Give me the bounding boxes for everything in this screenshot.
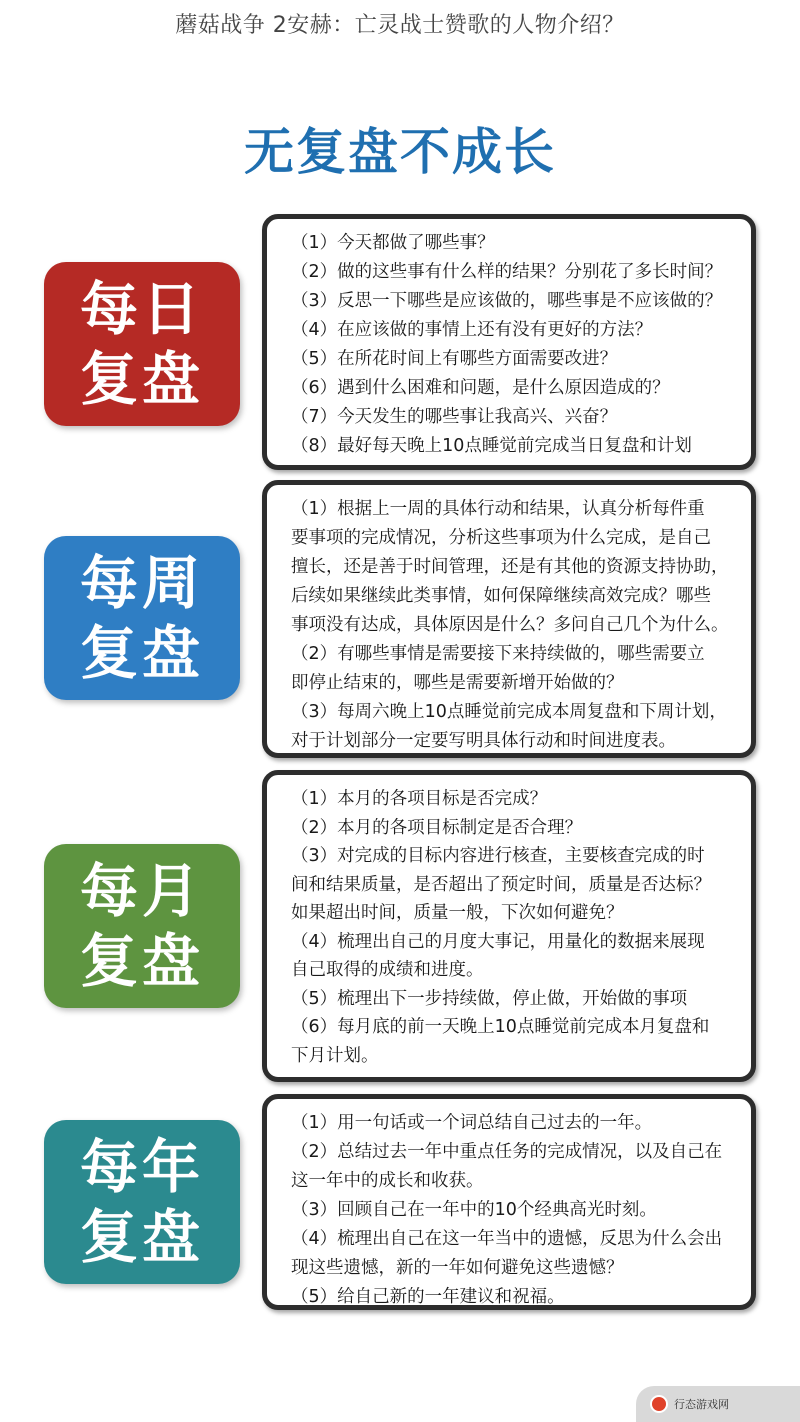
badge-monthly bbox=[44, 844, 240, 1008]
list-item: 对于计划部分一定要写明具体行动和时间进度表。 bbox=[291, 731, 676, 751]
list-item: （2）本月的各项目标制定是否合理？ bbox=[291, 817, 583, 838]
list-item: 擅长，还是善于时间管理，还是有其他的资源支持协助， bbox=[291, 557, 729, 577]
badge-line: 复盘 bbox=[79, 619, 204, 687]
list-item: 现这些遗憾，新的一年如何避免这些遗憾？ bbox=[291, 1258, 624, 1278]
list-item: 后续如果继续此类事情，如何保障继续高效完成？哪些 bbox=[291, 586, 711, 606]
panel-weekly bbox=[262, 480, 756, 758]
panel-daily bbox=[262, 214, 756, 470]
badge-line: 每年 bbox=[79, 1133, 204, 1201]
list-item: （3）对完成的目标内容进行核查，主要核查完成的时 bbox=[291, 846, 705, 866]
list-item: （3）回顾自己在一年中的10个经典高光时刻。 bbox=[291, 1200, 657, 1220]
list-item: （1）本月的各项目标是否完成？ bbox=[291, 789, 548, 809]
badge-line: 复盘 bbox=[79, 345, 204, 413]
list-item: 这一年中的成长和收获。 bbox=[291, 1171, 484, 1191]
badge-line: 每日 bbox=[79, 275, 204, 343]
list-item: （6）遇到什么困难和问题，是什么原因造成的？ bbox=[291, 378, 670, 398]
list-item: （4）梳理出自己在这一年当中的遗憾，反思为什么会出 bbox=[291, 1229, 723, 1249]
badge-line: 复盘 bbox=[79, 927, 204, 995]
list-item: （2）做的这些事有什么样的结果？分别花了多长时间？ bbox=[291, 262, 723, 282]
list-item: （6）每月底的前一天晚上10点睡觉前完成本月复盘和 bbox=[291, 1017, 710, 1037]
badge-line: 每月 bbox=[79, 857, 204, 925]
logo-icon bbox=[650, 1395, 668, 1413]
list-item: （8）最好每天晚上10点睡觉前完成当日复盘和计划 bbox=[291, 436, 692, 456]
badge-yearly bbox=[44, 1120, 240, 1284]
panel-yearly bbox=[262, 1094, 756, 1310]
list-item: （5）梳理出下一步持续做，停止做，开始做的事项 bbox=[291, 988, 688, 1009]
list-item: 下月计划。 bbox=[291, 1045, 379, 1066]
list-item: 如果超出时间，质量一般，下次如何避免？ bbox=[291, 903, 624, 923]
list-item: （5）在所花时间上有哪些方面需要改进？ bbox=[291, 349, 618, 369]
badge-daily bbox=[44, 262, 240, 426]
badge-line: 复盘 bbox=[79, 1203, 204, 1271]
list-item: （7）今天发生的哪些事让我高兴、兴奋？ bbox=[291, 407, 618, 427]
list-item: （1）根据上一周的具体行动和结果，认真分析每件重 bbox=[291, 499, 705, 519]
watermark-logo bbox=[636, 1386, 800, 1422]
logo-text: 行态游戏网 bbox=[674, 1398, 729, 1411]
list-item: （5）给自己新的一年建议和祝福。 bbox=[291, 1287, 565, 1307]
list-item: （2）有哪些事情是需要接下来持续做的，哪些需要立 bbox=[291, 644, 705, 664]
badge-line: 每周 bbox=[79, 549, 204, 617]
badge-weekly bbox=[44, 536, 240, 700]
list-item: （3）反思一下哪些是应该做的，哪些事是不应该做的？ bbox=[291, 291, 723, 311]
list-item: 间和结果质量，是否超出了预定时间，质量是否达标？ bbox=[291, 874, 711, 895]
list-item: （3）每周六晚上10点睡觉前完成本周复盘和下周计划， bbox=[291, 702, 727, 722]
list-item: 事项没有达成，具体原因是什么？多问自己几个为什么。 bbox=[291, 615, 729, 635]
page-title: 蘑菇战争 2安赫：亡灵战士赞歌的人物介绍？ bbox=[175, 13, 625, 38]
list-item: （2）总结过去一年中重点任务的完成情况，以及自己在 bbox=[291, 1142, 723, 1162]
list-item: 自己取得的成绩和进度。 bbox=[291, 960, 484, 980]
list-item: （4）梳理出自己的月度大事记，用量化的数据来展现 bbox=[291, 931, 705, 952]
list-item: （4）在应该做的事情上还有没有更好的方法？ bbox=[291, 320, 653, 340]
list-item: （1）用一句话或一个词总结自己过去的一年。 bbox=[291, 1113, 653, 1133]
main-heading: 无复盘不成长 bbox=[244, 123, 556, 181]
list-item: （1）今天都做了哪些事？ bbox=[291, 233, 495, 253]
list-item: 即停止结束的，哪些是需要新增开始做的？ bbox=[291, 673, 624, 693]
list-item: 要事项的完成情况，分析这些事项为什么完成，是自己 bbox=[291, 528, 711, 548]
panel-monthly bbox=[262, 770, 756, 1082]
